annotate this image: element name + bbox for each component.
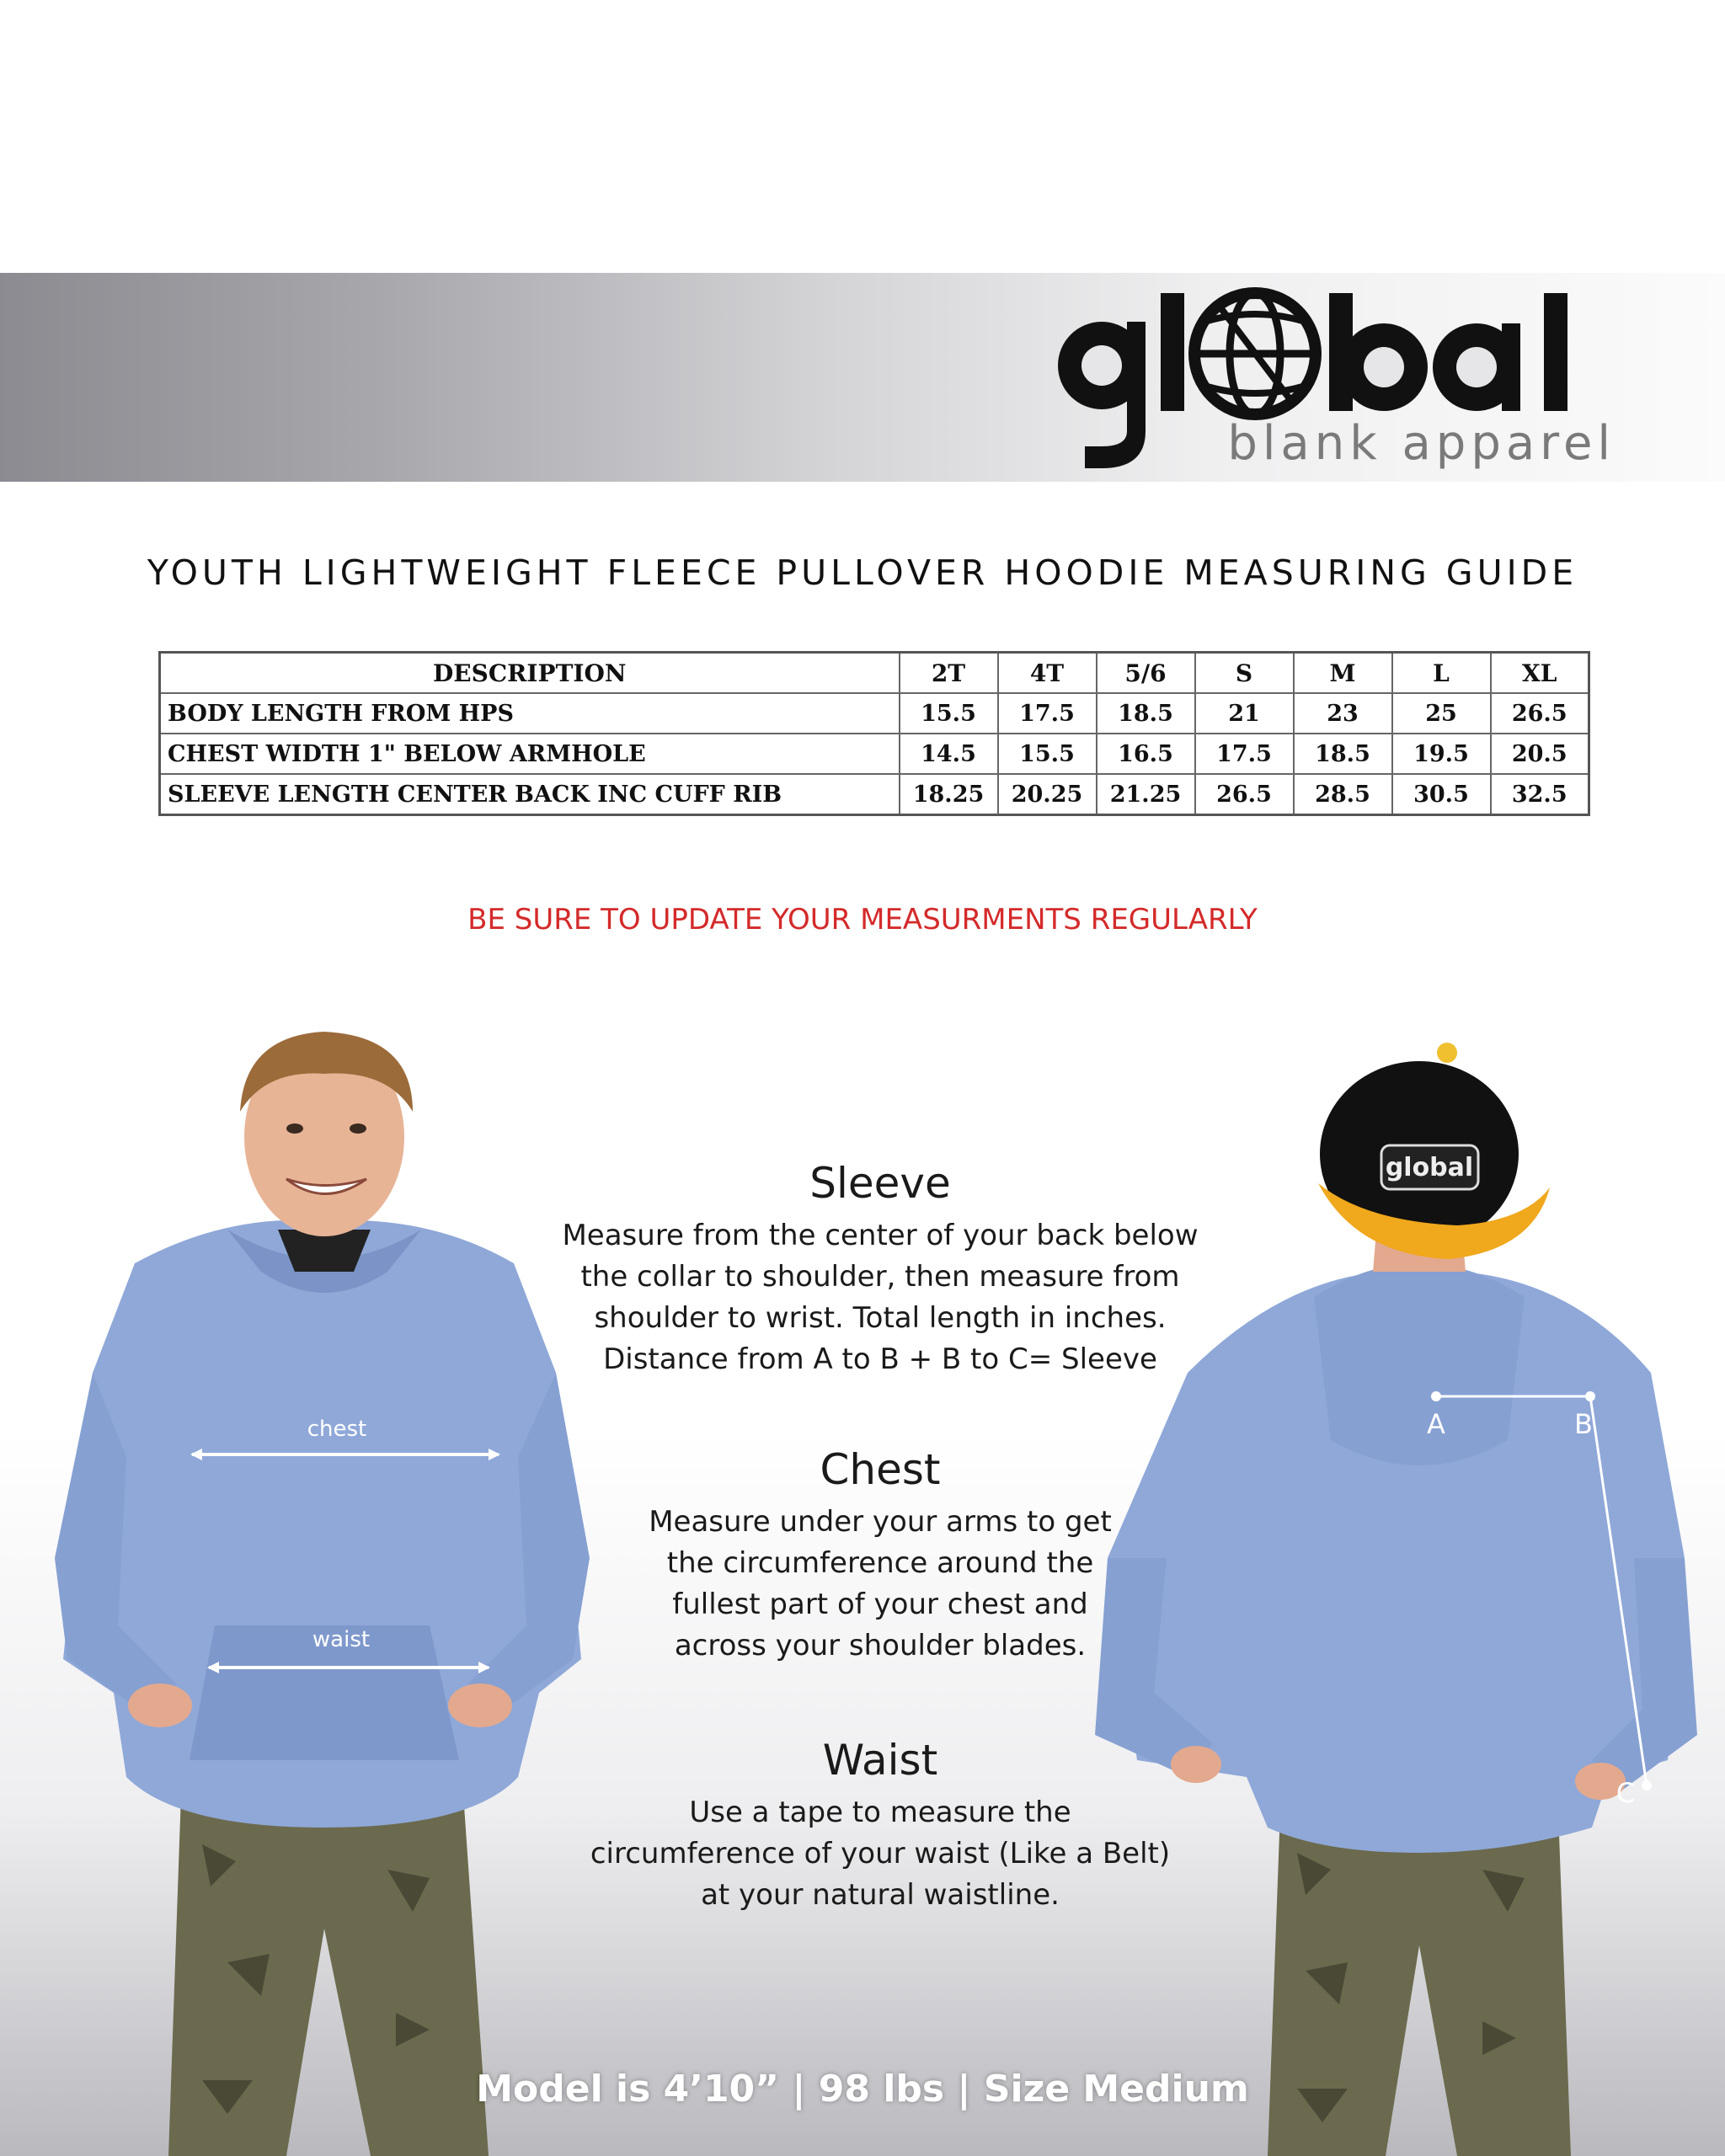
- point-b-marker: [1585, 1391, 1595, 1401]
- table-cell: 26.5: [1491, 693, 1589, 734]
- brand-logo: [1051, 281, 1624, 475]
- table-cell: 26.5: [1195, 774, 1294, 815]
- sleeve-text: Measure from the center of your back below the collar to shoulder, then measure from shoulder to wrist. Total length in inches. Distance from A to B + B to C= Sleeve: [562, 1219, 1199, 1376]
- table-cell: 21: [1195, 693, 1294, 734]
- table-cell: 21.25: [1097, 774, 1195, 815]
- cap-logo-text: global: [1385, 1153, 1474, 1182]
- column-header: DESCRIPTION: [160, 653, 900, 694]
- table-cell: 17.5: [998, 693, 1097, 734]
- waist-heading: Waist: [822, 1736, 938, 1785]
- table-cell: CHEST WIDTH 1" BELOW ARMHOLE: [160, 734, 900, 774]
- table-cell: 20.25: [998, 774, 1097, 815]
- table-cell: 18.5: [1097, 693, 1195, 734]
- table-cell: SLEEVE LENGTH CENTER BACK INC CUFF RIB: [160, 774, 900, 815]
- chest-heading: Chest: [820, 1445, 941, 1494]
- table-cell: 23: [1294, 693, 1392, 734]
- table-cell: 32.5: [1491, 774, 1589, 815]
- size-chart-table: [158, 651, 1590, 816]
- table-cell: 20.5: [1491, 734, 1589, 774]
- page-title: YOUTH LIGHTWEIGHT FLEECE PULLOVER HOODIE MEASURING GUIDE: [147, 552, 1578, 593]
- table-cell: 18.25: [900, 774, 998, 815]
- table-cell: 14.5: [900, 734, 998, 774]
- table-cell: 19.5: [1392, 734, 1491, 774]
- table-cell: 25: [1392, 693, 1491, 734]
- globe-icon: [1194, 293, 1316, 414]
- table-cell: 17.5: [1195, 734, 1294, 774]
- column-header: 4T: [998, 653, 1097, 694]
- waist-label: waist: [312, 1627, 371, 1652]
- column-header: XL: [1491, 653, 1589, 694]
- sleeve-heading: Sleeve: [809, 1159, 951, 1208]
- front-model-figure: [34, 1019, 606, 2156]
- table-cell: 15.5: [900, 693, 998, 734]
- table-row: [160, 693, 1589, 734]
- reminder-note: BE SURE TO UPDATE YOUR MEASURMENTS REGULARLY: [467, 903, 1258, 937]
- column-header: L: [1392, 653, 1491, 694]
- waist-text: Use a tape to measure the circumference of your waist (Like a Belt) at your natural waistline.: [590, 1796, 1171, 1912]
- column-header: 2T: [900, 653, 998, 694]
- point-a-marker: [1431, 1391, 1441, 1401]
- column-header: M: [1294, 653, 1392, 694]
- point-a-label: A: [1427, 1408, 1445, 1440]
- back-model-figure: [1087, 1019, 1710, 2156]
- table-cell: 18.5: [1294, 734, 1392, 774]
- model-info-footer: Model is 4’10” | 98 lbs | Size Medium: [476, 2068, 1249, 2111]
- table-cell: BODY LENGTH FROM HPS: [160, 693, 900, 734]
- table-row: [160, 734, 1589, 774]
- table-cell: 15.5: [998, 734, 1097, 774]
- column-header: S: [1195, 653, 1294, 694]
- point-c-label: C: [1616, 1777, 1636, 1809]
- table-cell: 28.5: [1294, 774, 1392, 815]
- table-row: [160, 774, 1589, 815]
- table-cell: 16.5: [1097, 734, 1195, 774]
- point-c-marker: [1642, 1780, 1652, 1790]
- chest-text: Measure under your arms to get the circumference around the fullest part of your chest and across your shoulder blades.: [649, 1505, 1112, 1662]
- table-cell: 30.5: [1392, 774, 1491, 815]
- table-header-row: [160, 653, 1589, 694]
- brand-tagline: blank apparel: [1227, 416, 1616, 471]
- point-b-label: B: [1574, 1408, 1593, 1440]
- chest-label: chest: [307, 1417, 367, 1442]
- column-header: 5/6: [1097, 653, 1195, 694]
